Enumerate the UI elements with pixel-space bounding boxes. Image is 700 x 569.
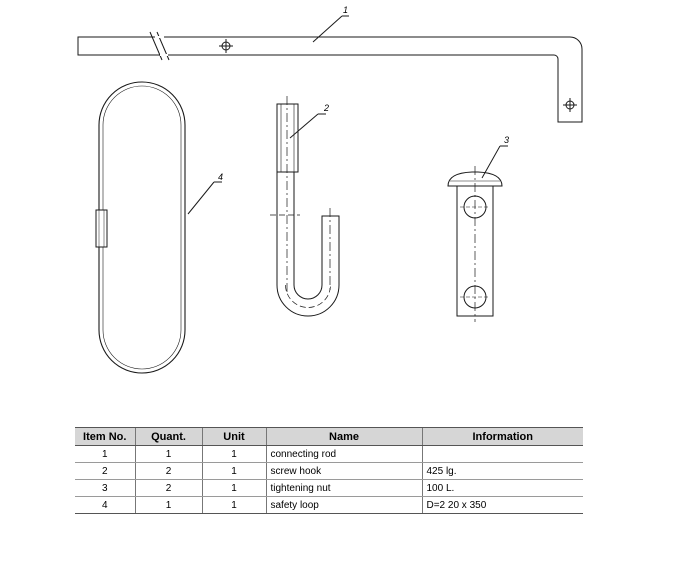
connecting-rod-part [78, 16, 582, 122]
tightening-nut-part [448, 146, 508, 322]
header-item-no: Item No. [75, 428, 135, 446]
cell-quantity: 1 [135, 446, 202, 463]
cell-information: 100 L. [422, 480, 583, 497]
cell-item-no: 4 [75, 497, 135, 514]
header-name: Name [266, 428, 422, 446]
cell-name: screw hook [266, 463, 422, 480]
table-row [75, 446, 583, 463]
header-information: Information [422, 428, 583, 446]
cell-information: 425 lg. [422, 463, 583, 480]
table-row [75, 463, 583, 480]
table-header-row [75, 428, 583, 446]
table-row [75, 480, 583, 497]
callout-2: 2 [324, 103, 330, 113]
callout-1: 1 [343, 5, 349, 15]
cell-quantity: 1 [135, 497, 202, 514]
cell-name: safety loop [266, 497, 422, 514]
cell-information [422, 446, 583, 463]
safety-loop-part [96, 82, 222, 373]
parts-list-table [75, 427, 583, 514]
callout-3: 3 [504, 135, 510, 145]
cell-unit: 1 [202, 480, 266, 497]
cell-information: D=2 20 x 350 [422, 497, 583, 514]
screw-hook-part [270, 96, 339, 316]
cell-item-no: 1 [75, 446, 135, 463]
cell-unit: 1 [202, 446, 266, 463]
cell-item-no: 3 [75, 480, 135, 497]
header-unit: Unit [202, 428, 266, 446]
table-row [75, 497, 583, 514]
cell-item-no: 2 [75, 463, 135, 480]
cell-unit: 1 [202, 463, 266, 480]
cell-unit: 1 [202, 497, 266, 514]
cell-name: tightening nut [266, 480, 422, 497]
cell-quantity: 2 [135, 480, 202, 497]
cell-name: connecting rod [266, 446, 422, 463]
callout-4: 4 [218, 172, 224, 182]
header-quantity: Quant. [135, 428, 202, 446]
cell-quantity: 2 [135, 463, 202, 480]
